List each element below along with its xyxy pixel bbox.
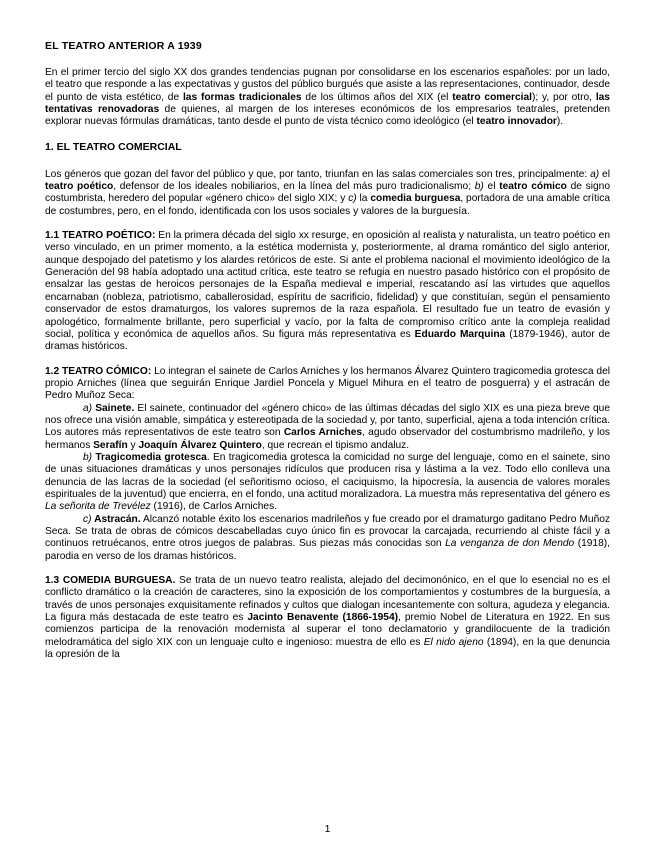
sainete-paragraph: a) Sainete. El sainete, continuador del «género chico» de las últimas décadas del siglo XIX es una pieza breve que nos ofrece una visión amable, simpática y estereotipada de la sociedad y, por tanto, superficial, ajena a toda intención crítica. Los autores más representativos de este teatro son Carlos Arniches, agudo observador del costumbrismo madrileño, y los hermanos Serafín y Joaquín Álvarez Quintero, que recrean el tipismo andaluz. bbox=[45, 402, 610, 451]
section1-paragraph: Los géneros que gozan del favor del público y que, por tanto, triunfan en las salas comerciales son tres, principalmente: a) el teatro poético, defensor de los ideales nobiliarios, en la línea del más puro tradicionalismo; b) el teatro cómico de signo costumbrista, heredero del popular «género chico» del siglo XIX; y c) la comedia burguesa, portadora de una amable crítica de costumbres, pero, en el fondo, identificada con los usos sociales y valores de la burguesía. bbox=[45, 168, 610, 217]
tragicomedia-paragraph: b) Tragicomedia grotesca. En tragicomedia grotesca la comicidad no surge del lenguaje, como en el sainete, sino de unas situaciones dramáticas y unos personajes ridículos que producen risa y lástima a la vez. Todo ello conlleva una denuncia de las lacras de la sociedad (el señoritismo ocioso, el caciquismo, la hipocresía, la ausencia de valores morales espirituales de la juventud) que encierra, en el fondo, una actitud moralizadora. La muestra más representativa del género es La señorita de Trevélez (1916), de Carlos Arniches. bbox=[45, 451, 610, 513]
teatro-comico-paragraph: 1.2 TEATRO CÓMICO: Lo integran el sainete de Carlos Arniches y los hermanos Álvarez Quintero tragicomedia grotesca del propio Arniches (línea que seguirán Enrique Jardiel Poncela y Miguel Mihura en el teatro de posguerra) y el astracán de Pedro Muñoz Seca: bbox=[45, 365, 610, 402]
subsection-heading: 1.1 TEATRO POÉTICO: bbox=[45, 230, 156, 242]
subsection-heading: 1.3 COMEDIA BURGUESA. bbox=[45, 575, 176, 587]
astracan-paragraph: c) Astracán. Alcanzó notable éxito los escenarios madrileños y fue creado por el dramaturgo gaditano Pedro Muñoz Seca. Se trata de obras de cómicos descabelladas cuyo único fin es provocar la carcajada, recurriendo al chiste fácil y a continuos retruécanos, entre otros juegos de palabras. Sus piezas más conocidas son La venganza de don Mendo (1918), parodia en verso de los dramas históricos. bbox=[45, 513, 611, 562]
teatro-poetico-paragraph: 1.1 TEATRO POÉTICO: En la primera década del siglo xx resurge, en oposición al realista y naturalista, un teatro poético en verso vinculado, en un primer momento, a la estética modernista y, posteriormente, al drama romántico del siglo anterior, aunque despojado del patetismo y los alardes retóricos de este. Si ante el problema nacional el movimiento ideológico de la Generación del 98 había adoptado una actitud crítica, este teatro se refugia en nuestro pasado histórico con el propósito de ensalzar las gestas de heroicos personajes de la España medieval e imperial, rescatando así las virtudes que aquellos encarnaban (nobleza, patriotismo, caballerosidad, espíritu de sacrificio, fidelidad) y que constituían, según el pensamiento conservador de estos dramaturgos, los valores supremos de la raza española. El resultado fue un teatro de evasión y apologético, formalmente brillante, pero superficial y vacío, por la falta de compromiso crítico ante la compleja realidad social, política y económica de aquellos años. Su figura más representativa es Eduardo Marquina (1879-1946), autor de dramas históricos. bbox=[45, 230, 610, 353]
page-number: 1 bbox=[324, 823, 331, 835]
intro-paragraph: En el primer tercio del siglo XX dos grandes tendencias pugnan por consolidarse en los escenarios españoles: por un lado, el teatro que responde a las expectativas y gustos del público burgués que asiste a las representaciones, continuador, desde el punto de vista estético, de las formas tradicionales de los últimos años del XIX (el teatro comercial); y, por otro, las tentativas renovadoras de quienes, al margen de los intereses económicos de los empresarios teatrales, pretenden explorar nuevas fórmulas dramáticas, tanto desde el punto de vista técnico como ideológico (el teatro innovador). bbox=[45, 67, 610, 128]
subsection-heading: 1.2 TEATRO CÓMICO: bbox=[45, 365, 152, 377]
section-heading: 1. EL TEATRO COMERCIAL bbox=[45, 140, 182, 153]
document-title: EL TEATRO ANTERIOR A 1939 bbox=[45, 40, 202, 52]
document-page bbox=[45, 40, 610, 661]
comedia-burguesa-paragraph: 1.3 COMEDIA BURGUESA. Se trata de un nuevo teatro realista, alejado del decimonónico, en el que lo esencial no es el conflicto dramático o la creación de caracteres, sino la exposición de los comportamientos y costumbres de la burguesía, a través de unos personajes exquisitamente refinados y cultos que dialogan incesantemente con soltura, agudeza y elegancia. La figura más destacada de este teatro es Jacinto Benavente (1866-1954), premio Nobel de Literatura en 1922. En sus comienzos participa de la renovación modernista al superar el tono declamatorio y grandilocuente de la tradición melodramática del siglo XIX con un lenguaje culto e ingenioso: muestra de ello es El nido ajeno (1894), en la que denuncia la opresión de la bbox=[45, 575, 611, 661]
